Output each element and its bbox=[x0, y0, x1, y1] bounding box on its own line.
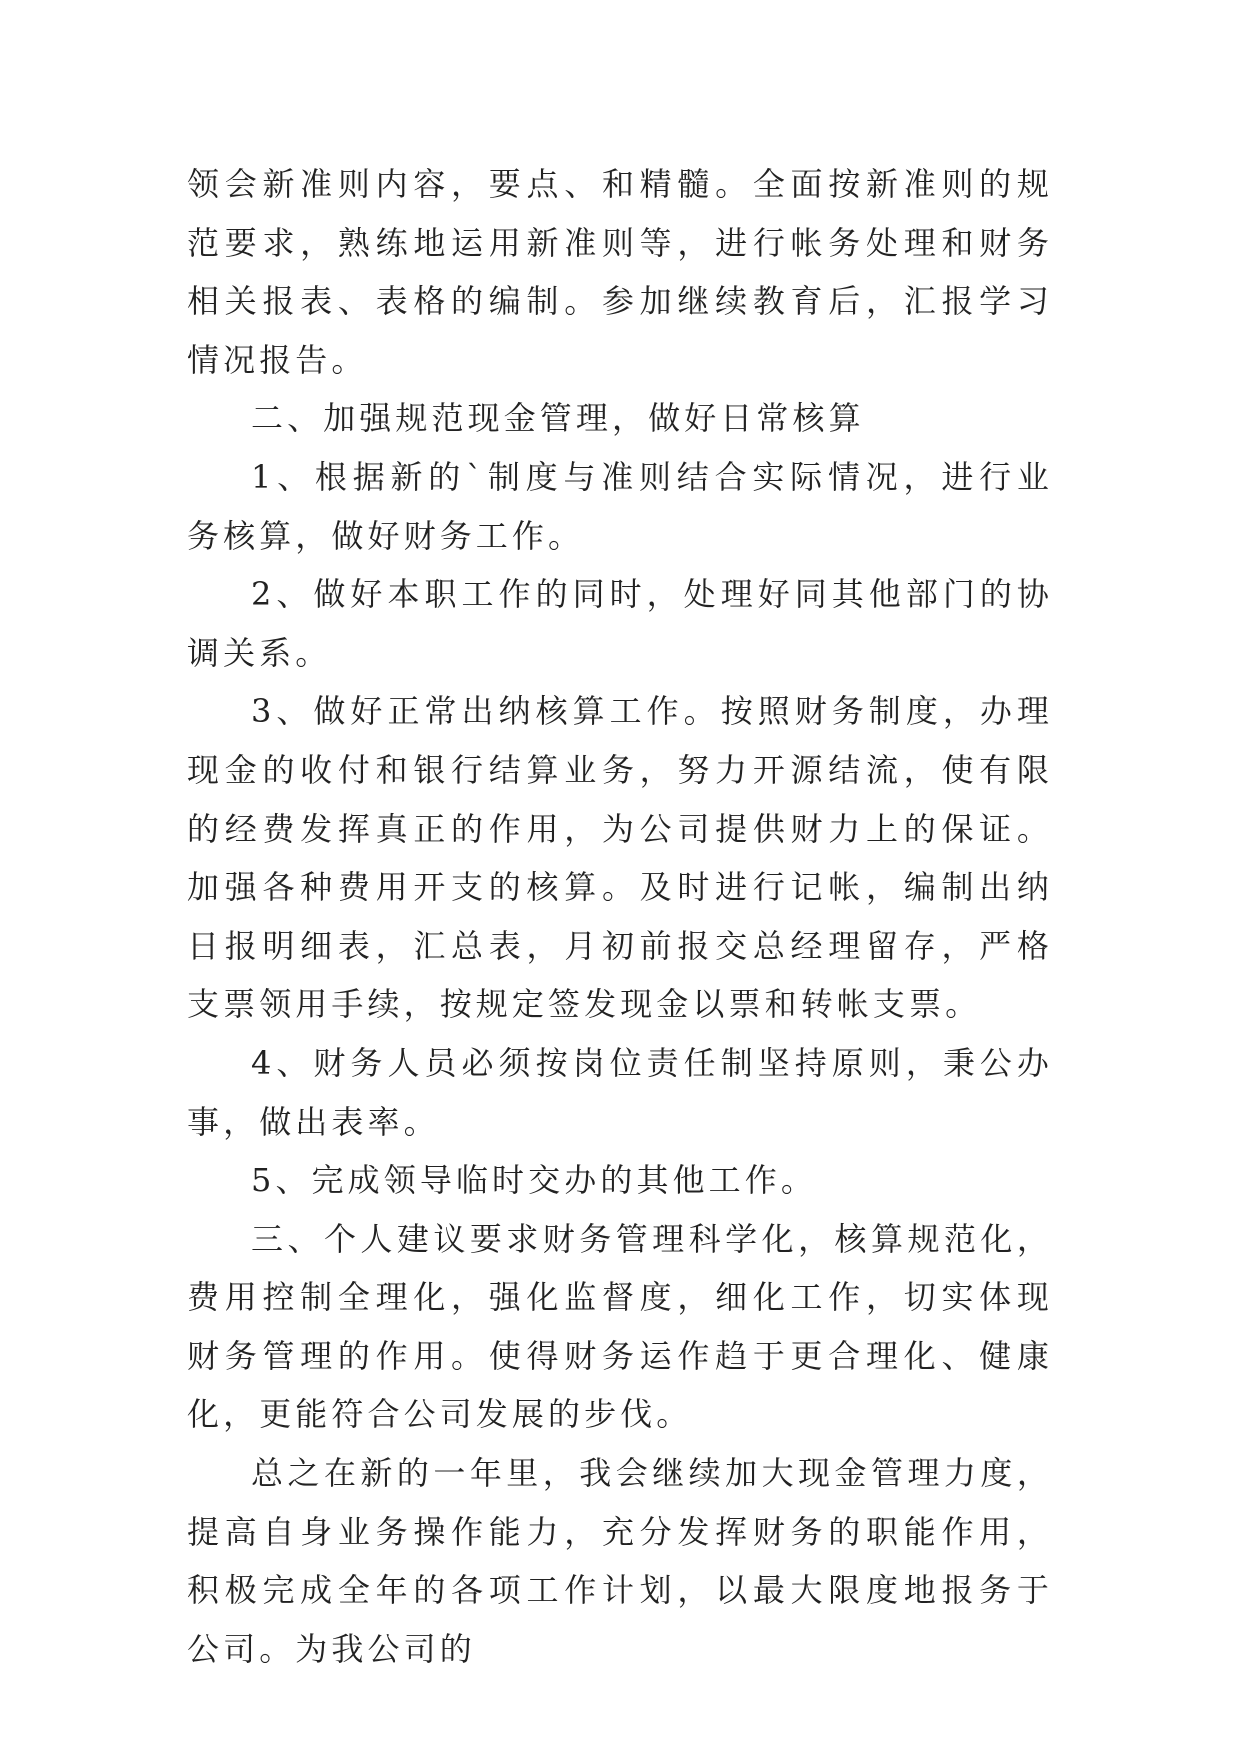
list-item-2: 2、做好本职工作的同时，处理好同其他部门的协调关系。 bbox=[187, 575, 1053, 672]
section-personal-suggestions: 三、个人建议要求财务管理科学化，核算规范化，费用控制全理化，强化监督度，细化工作，切实体现财务管理的作用。使得财务运作趋于更合理化、健康化，更能符合公司发展的步伐。 bbox=[187, 1219, 1053, 1434]
document-body bbox=[187, 155, 1053, 1678]
list-item-1: 1、根据新的`制度与准则结合实际情况，进行业务核算，做好财务工作。 bbox=[187, 457, 1053, 555]
section-heading-cash-management: 二、加强规范现金管理，做好日常核算 bbox=[251, 399, 865, 438]
list-item-4: 4、财务人员必须按岗位责任制坚持原则，秉公办事，做出表率。 bbox=[187, 1043, 1053, 1141]
list-item-5: 5、完成领导临时交办的其他工作。 bbox=[251, 1161, 817, 1200]
list-item-3: 3、做好正常出纳核算工作。按照财务制度，办理现金的收付和银行结算业务，努力开源结流，使有限的经费发挥真正的作用，为公司提供财力上的保证。加强各种费用开支的核算。及时进行记帐，编制出纳日报明细表，汇总表，月初前报交总经理留存，严格支票领用手续，按规定签发现金以票和转帐支票。 bbox=[187, 692, 1053, 1024]
paragraph-continuation: 领会新准则内容，要点、和精髓。全面按新准则的规范要求，熟练地运用新准则等，进行帐务处理和财务相关报表、表格的编制。参加继续教育后，汇报学习情况报告。 bbox=[187, 165, 1053, 379]
paragraph-summary: 总之在新的一年里，我会继续加大现金管理力度，提高自身业务操作能力，充分发挥财务的职能作用，积极完成全年的各项工作计划，以最大限度地报务于公司。为我公司的 bbox=[187, 1454, 1053, 1668]
